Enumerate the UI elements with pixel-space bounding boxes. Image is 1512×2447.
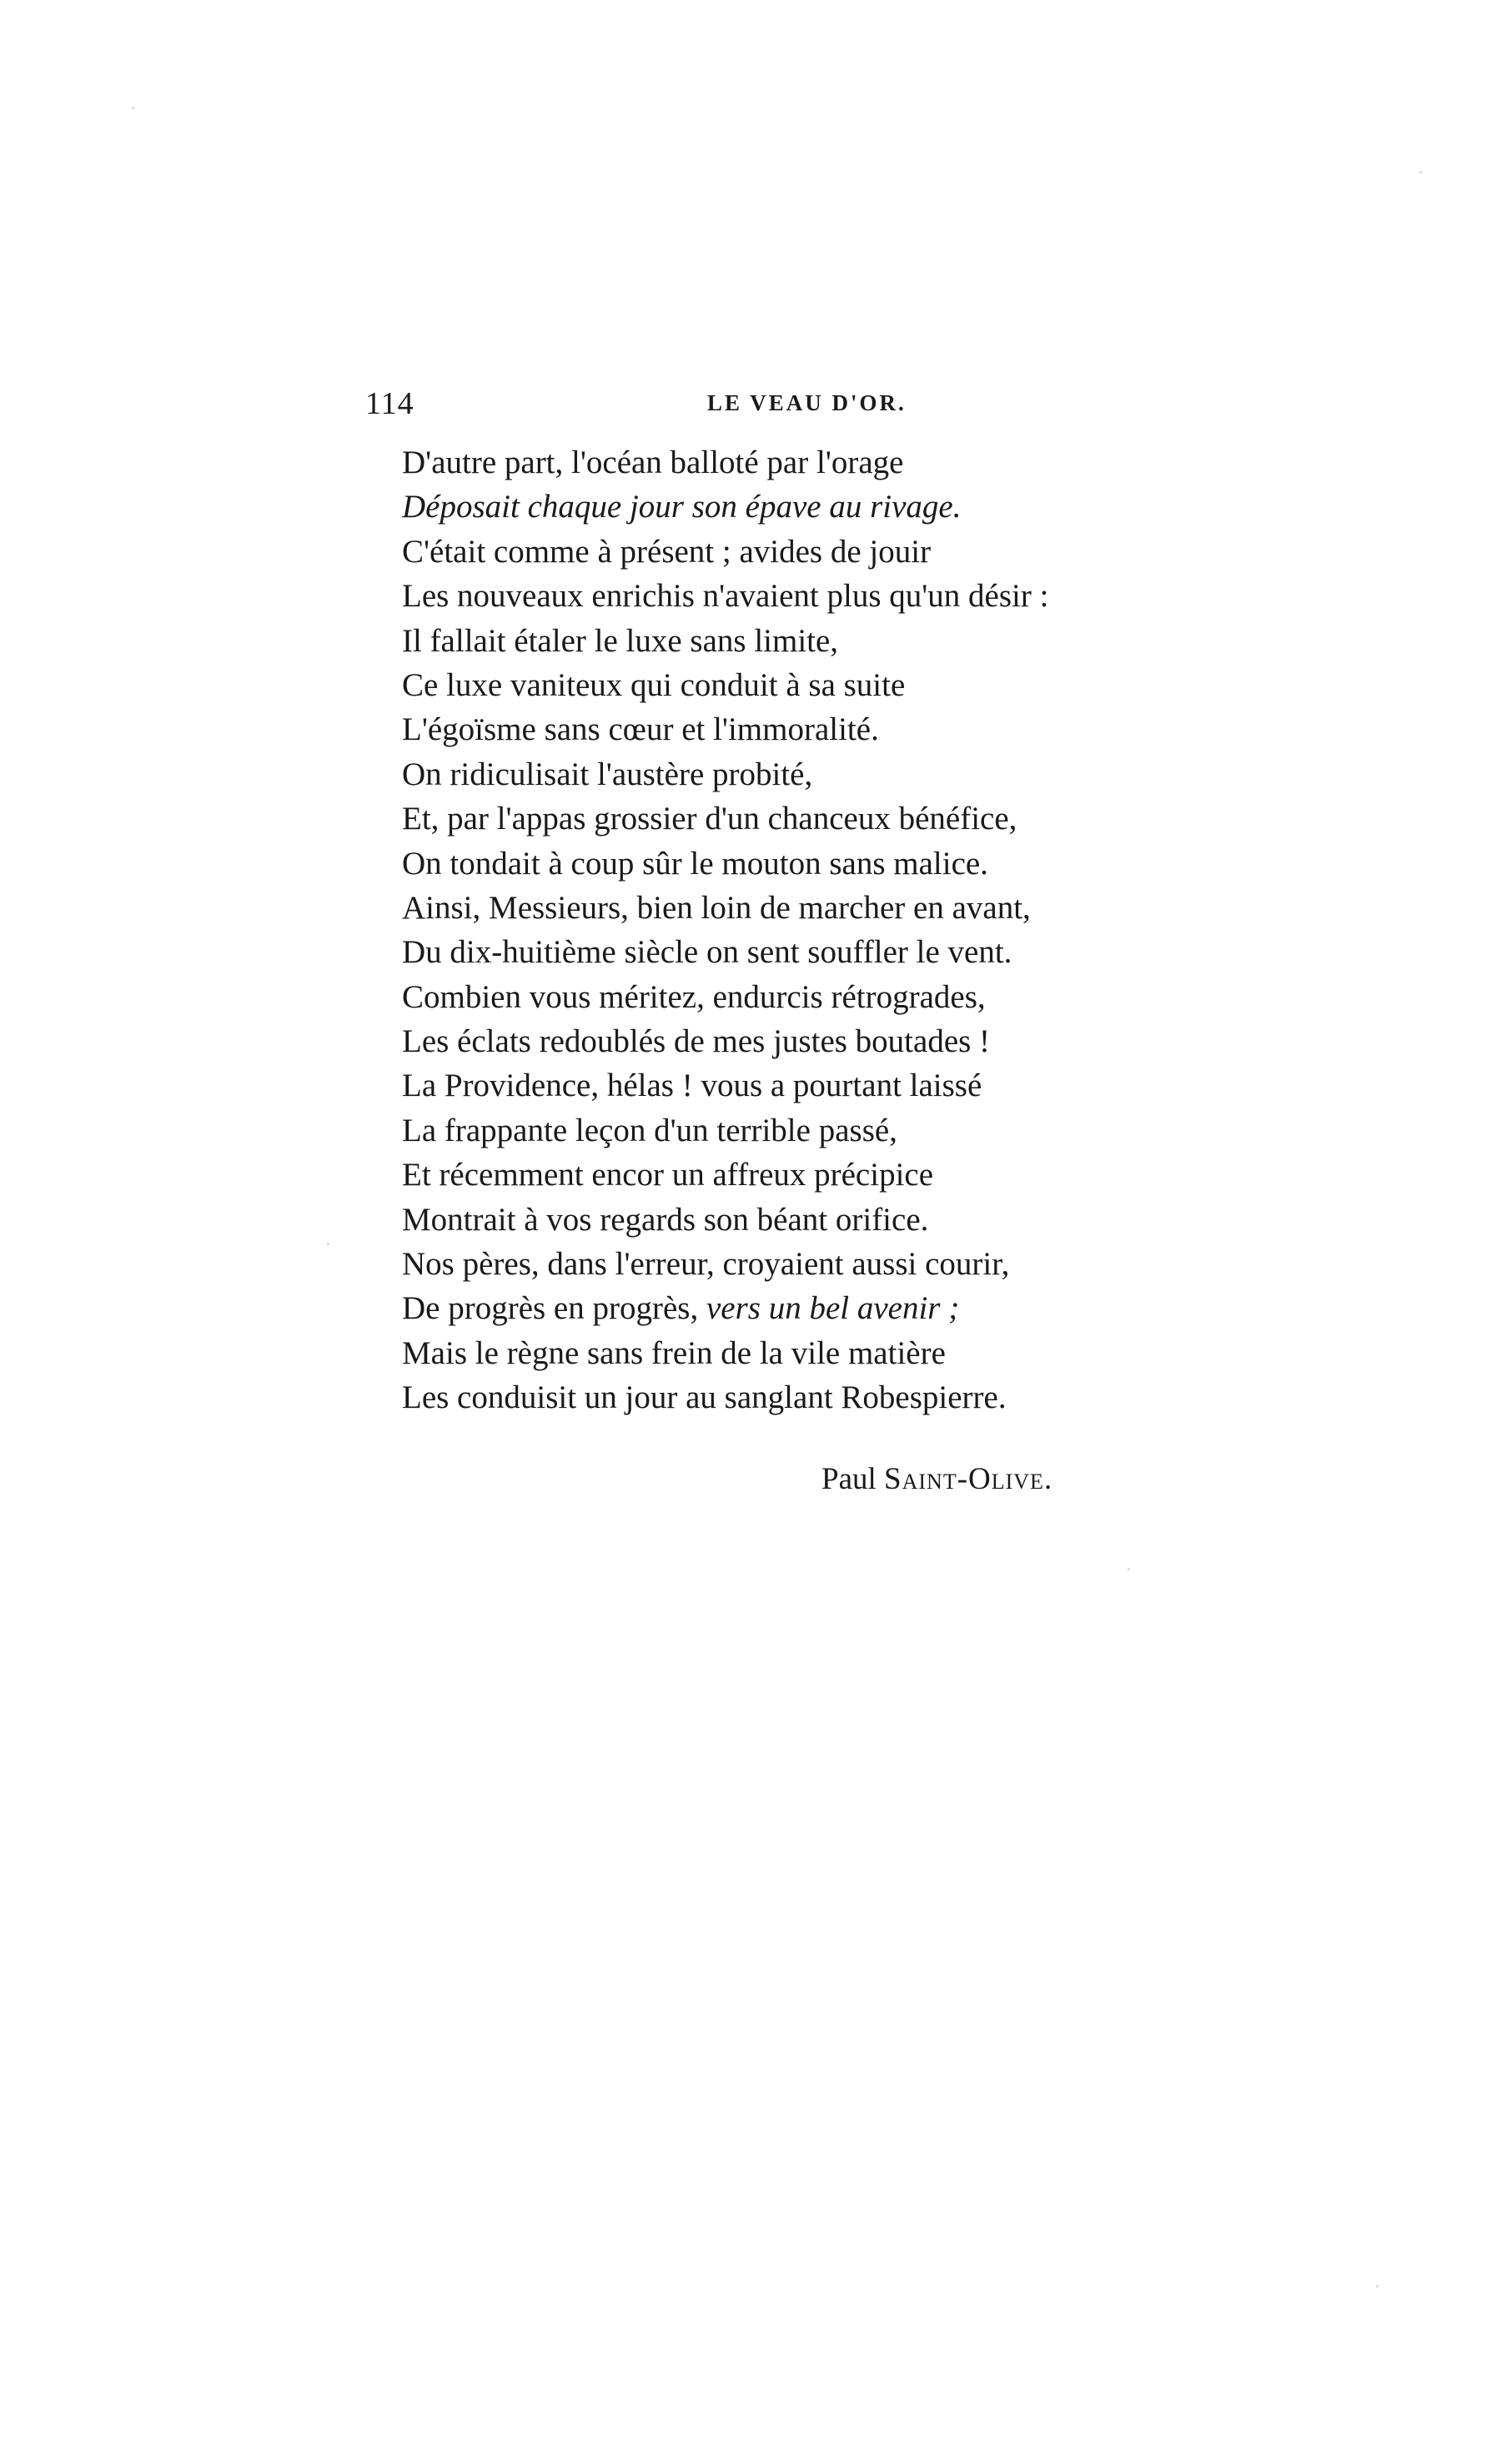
page-header — [365, 385, 1166, 427]
poem-line: Déposait chaque jour son épave au rivage. — [402, 489, 962, 525]
poem-line-text: De progrès en progrès, — [402, 1290, 699, 1327]
author-signature — [821, 1461, 1052, 1497]
poem-line: L'égoïsme sans cœur et l'immoralité. — [402, 711, 879, 748]
poem-line: C'était comme à présent ; avides de jouir — [402, 533, 932, 570]
poem-line-italic: vers un bel avenir ; — [706, 1290, 960, 1327]
poem-line: Et, par l'appas grossier d'un chanceux bénéfice, — [402, 801, 1017, 837]
poem-line: Les nouveaux enrichis n'avaient plus qu'un désir : — [402, 578, 1049, 615]
author-first-name: Paul — [821, 1462, 877, 1496]
poem — [402, 440, 1236, 1420]
poem-line: On tondait à coup sûr le mouton sans malice. — [402, 845, 988, 882]
poem-line: Ainsi, Messieurs, bien loin de marcher en avant, — [402, 889, 1031, 926]
running-title: LE VEAU D'OR. — [707, 390, 907, 415]
poem-line: On ridiculisait l'austère probité, — [402, 756, 813, 792]
page-number: 114 — [365, 386, 414, 421]
poem-line: D'autre part, l'océan balloté par l'orage — [402, 445, 904, 480]
poem-line: Nos pères, dans l'erreur, croyaient aussi courir, — [402, 1246, 1010, 1283]
poem-line: Montrait à vos regards son béant orifice. — [402, 1201, 929, 1238]
poem-line: Mais le règne sans frein de la vile matière — [402, 1334, 946, 1371]
paper-speck — [327, 1243, 329, 1245]
poem-line: Les éclats redoublés de mes justes boutades ! — [402, 1023, 991, 1060]
poem-line: La frappante leçon d'un terrible passé, — [402, 1112, 897, 1148]
paper-speck — [1376, 2285, 1379, 2288]
poem-line — [402, 1286, 1236, 1330]
poem-line: Combien vous méritez, endurcis rétrogrades, — [402, 978, 986, 1015]
poem-line: Ce luxe vaniteux qui conduit à sa suite — [402, 666, 906, 703]
author-last-name: Saint-Olive. — [884, 1462, 1053, 1496]
paper-speck — [1128, 1568, 1130, 1570]
paper-speck — [132, 107, 134, 109]
poem-line: Les conduisit un jour au sanglant Robespierre. — [402, 1379, 1007, 1416]
poem-line: La Providence, hélas ! vous a pourtant laissé — [402, 1068, 982, 1104]
paper-speck — [1419, 171, 1422, 173]
poem-line: Et récemment encor un affreux précipice — [402, 1157, 934, 1193]
poem-line: Du dix-huitième siècle on sent souffler le vent. — [402, 934, 1012, 971]
poem-line: Il fallait étaler le luxe sans limite, — [402, 622, 839, 659]
